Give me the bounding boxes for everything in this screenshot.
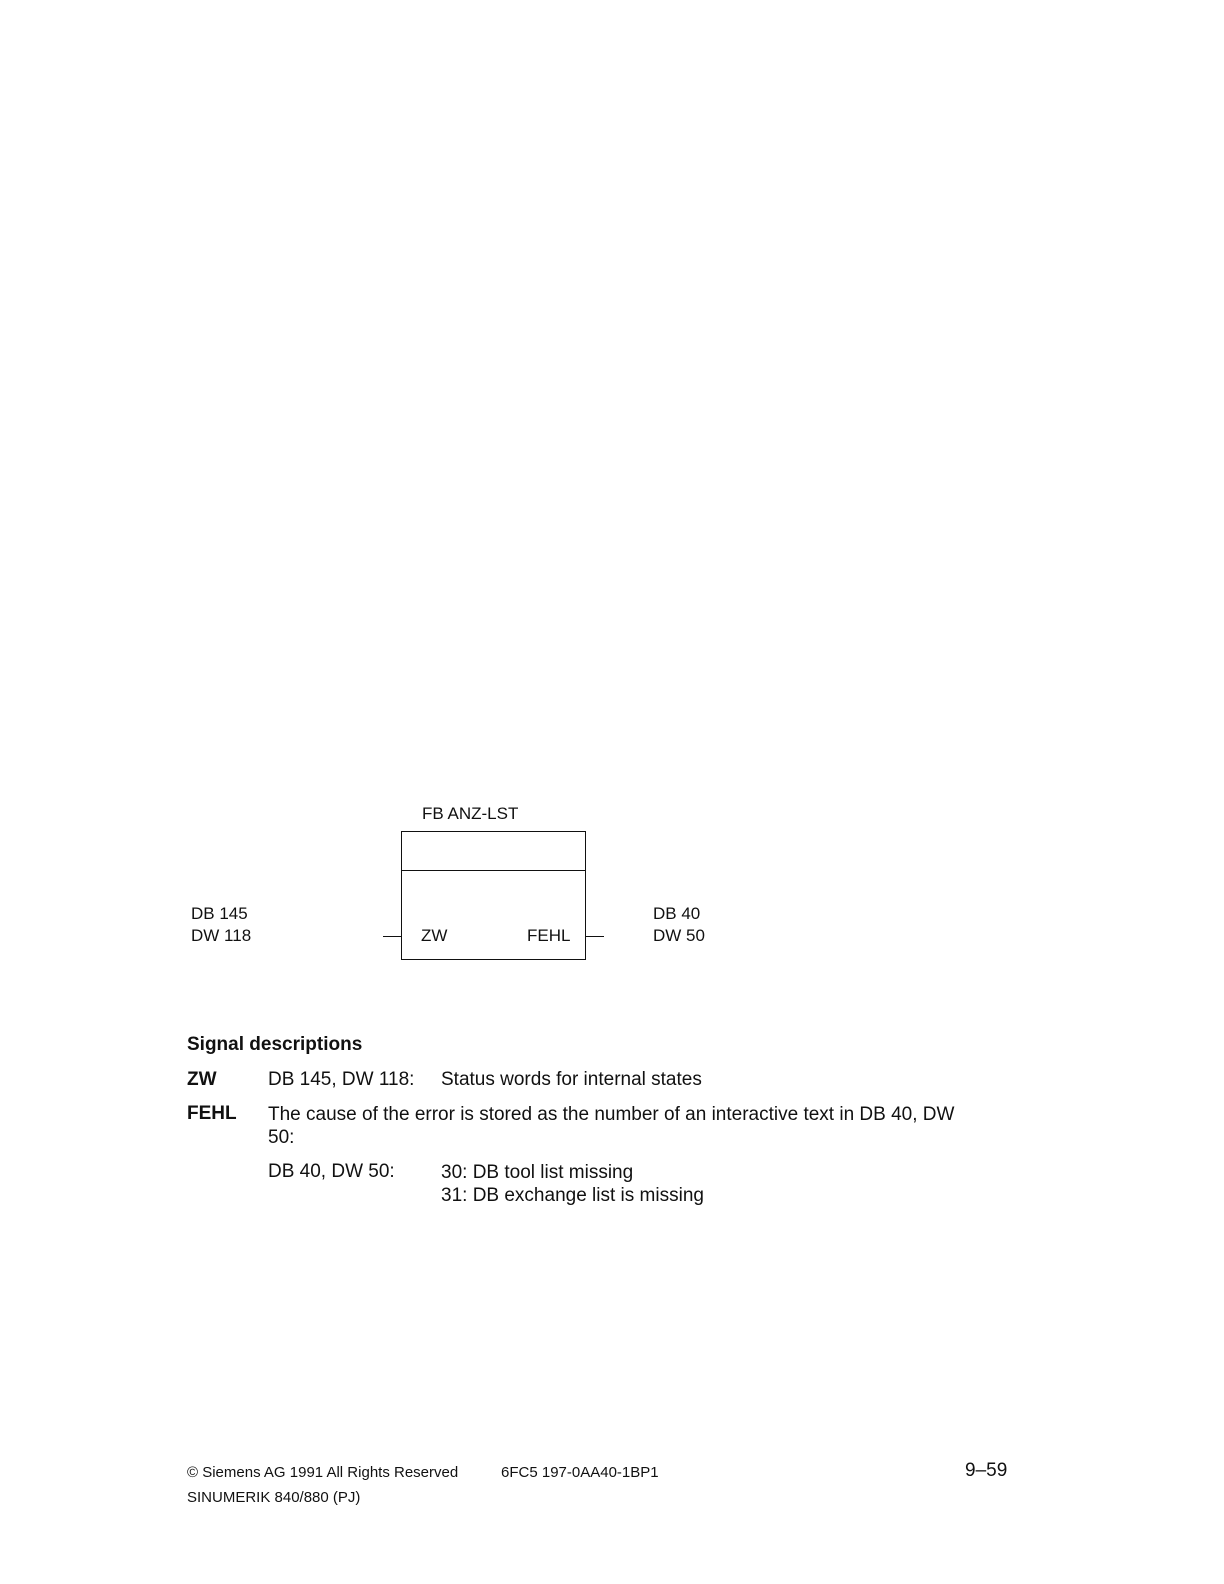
error-code-item: 31: DB exchange list is missing [441,1185,704,1206]
input-pin-label: ZW [421,926,448,945]
input-address-dw: DW 118 [191,926,252,945]
signal-address-zw: DB 145, DW 118: [268,1069,415,1090]
input-address-db: DB 145 [191,904,248,923]
function-block-title: FB ANZ-LST [422,804,519,823]
signal-name-zw: ZW [187,1069,217,1090]
signal-name-fehl: FEHL [187,1103,237,1124]
input-address [191,903,251,947]
footer-order-number: 6FC5 197-0AA40-1BP1 [501,1464,659,1481]
output-address [653,903,705,947]
signal-description-zw: Status words for internal states [441,1069,702,1090]
output-address-db: DB 40 [653,904,701,923]
footer-product: SINUMERIK 840/880 (PJ) [187,1489,361,1506]
function-block-divider [402,870,585,871]
error-code-item: 30: DB tool list missing [441,1162,634,1183]
error-code-list [441,1161,704,1207]
input-connector-line [383,936,401,937]
footer-page-number: 9–59 [965,1460,1008,1481]
output-pin-label: FEHL [527,926,571,945]
output-address-dw: DW 50 [653,926,705,945]
signal-description-fehl: The cause of the error is stored as the number of an interactive text in DB 40, DW 50: [268,1104,955,1148]
footer-copyright: © Siemens AG 1991 All Rights Reserved [187,1464,459,1481]
output-connector-line [586,936,604,937]
section-heading: Signal descriptions [187,1034,363,1055]
signal-address-fehl: DB 40, DW 50: [268,1161,395,1182]
